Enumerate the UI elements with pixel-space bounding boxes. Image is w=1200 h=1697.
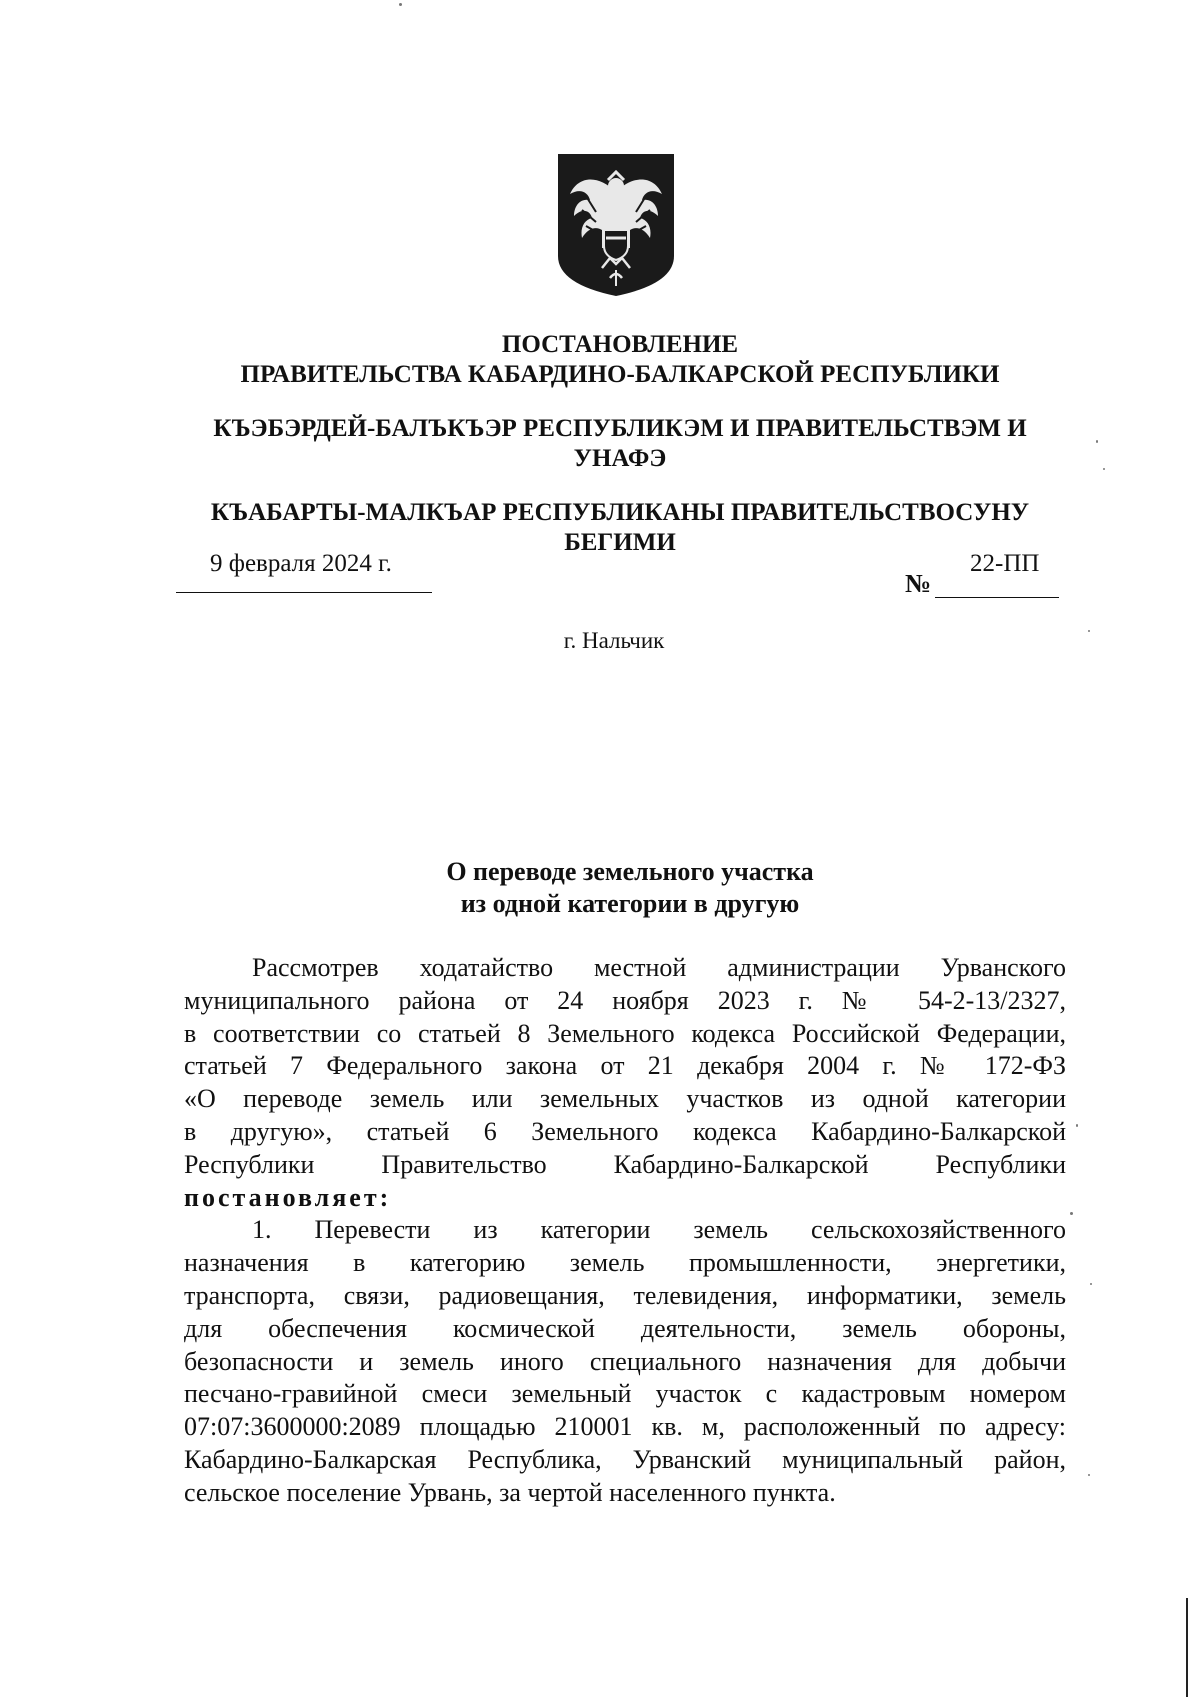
resolves-word: постановляет: (184, 1182, 392, 1212)
item-line: транспорта, связи, радиовещания, телевидения, информатики, земель (184, 1280, 1066, 1310)
header-kabardian-line1: КЪЭБЭРДЕЙ-БАЛЪКЪЭР РЕСПУБЛИКЭМ И ПРАВИТЕЛЬСТВЭМ И (213, 415, 1027, 442)
coat-of-arms-icon (556, 152, 676, 298)
scan-edge-mark (1186, 1598, 1188, 1697)
header-balkar-line2: БЕГИМИ (564, 529, 676, 556)
header-title-line1: ПОСТАНОВЛЕНИЕ (501, 331, 739, 358)
document-subject-line1: О переводе земельного участка (446, 857, 814, 886)
body-line: муниципального района от 24 ноября 2023 г. № 54-2-13/2327, (184, 985, 1066, 1015)
body-line: «О переводе земель или земельных участков из одной категории (184, 1084, 1066, 1114)
header-kabardian (180, 414, 1060, 474)
document-subject (370, 856, 890, 920)
item-line: 07:07:3600000:2089 площадью 210001 кв. м, расположенный по адресу: (184, 1412, 1066, 1442)
body-line: в другую», статьей 6 Земельного кодекса Кабардино-Балкарской (184, 1116, 1066, 1146)
header-kabardian-line2: УНАФЭ (573, 445, 667, 472)
item-line: 1. Перевести из категории земель сельскохозяйственного (252, 1215, 1066, 1245)
header-title (180, 330, 1060, 390)
scan-speck (1088, 1474, 1090, 1476)
scan-speck (399, 3, 402, 6)
scan-speck (1076, 1124, 1078, 1127)
scan-speck (1103, 468, 1105, 470)
item-line: назначения в категорию земель промышленности, энергетики, (184, 1248, 1066, 1278)
document-body (184, 952, 1066, 1510)
document-number: 22-ПП (970, 550, 1040, 577)
number-sign: № (905, 569, 932, 598)
body-line: Рассмотрев ходатайство местной администрации Урванского (252, 953, 1066, 982)
date-underline (176, 592, 432, 593)
scan-speck (1070, 1212, 1073, 1215)
item-line: Кабардино-Балкарская Республика, Урванский муниципальный район, (184, 1444, 1066, 1474)
body-line: Республики Правительство Кабардино-Балкарской Республики (184, 1149, 1066, 1179)
item-line: сельское поселение Урвань, за чертой населенного пункта. (184, 1477, 836, 1507)
body-line: статьей 7 Федерального закона от 21 декабря 2004 г. № 172-ФЗ (184, 1051, 1066, 1081)
item-line: песчано-гравийной смеси земельный участок с кадастровым номером (184, 1379, 1066, 1409)
item-line: безопасности и земель иного специального назначения для добычи (184, 1346, 1066, 1376)
document-subject-line2: из одной категории в другую (460, 889, 800, 918)
number-underline (935, 597, 1059, 598)
document-city: г. Нальчик (563, 628, 665, 653)
header-balkar-line1: КЪАБАРТЫ-МАЛКЪАР РЕСПУБЛИКАНЫ ПРАВИТЕЛЬСТВОСУНУ (210, 499, 1030, 526)
body-line: в соответствии со статьей 8 Земельного кодекса Российской Федерации, (184, 1018, 1066, 1048)
document-date: 9 февраля 2024 г. (210, 550, 392, 577)
scan-speck (1096, 440, 1098, 443)
scan-speck (1088, 630, 1090, 632)
item-line: для обеспечения космической деятельности, земель обороны, (184, 1313, 1066, 1343)
header-title-line2: ПРАВИТЕЛЬСТВА КАБАРДИНО-БАЛКАРСКОЙ РЕСПУБЛИКИ (240, 361, 1000, 388)
scan-speck (1090, 1283, 1092, 1285)
header-balkar (180, 498, 1060, 558)
